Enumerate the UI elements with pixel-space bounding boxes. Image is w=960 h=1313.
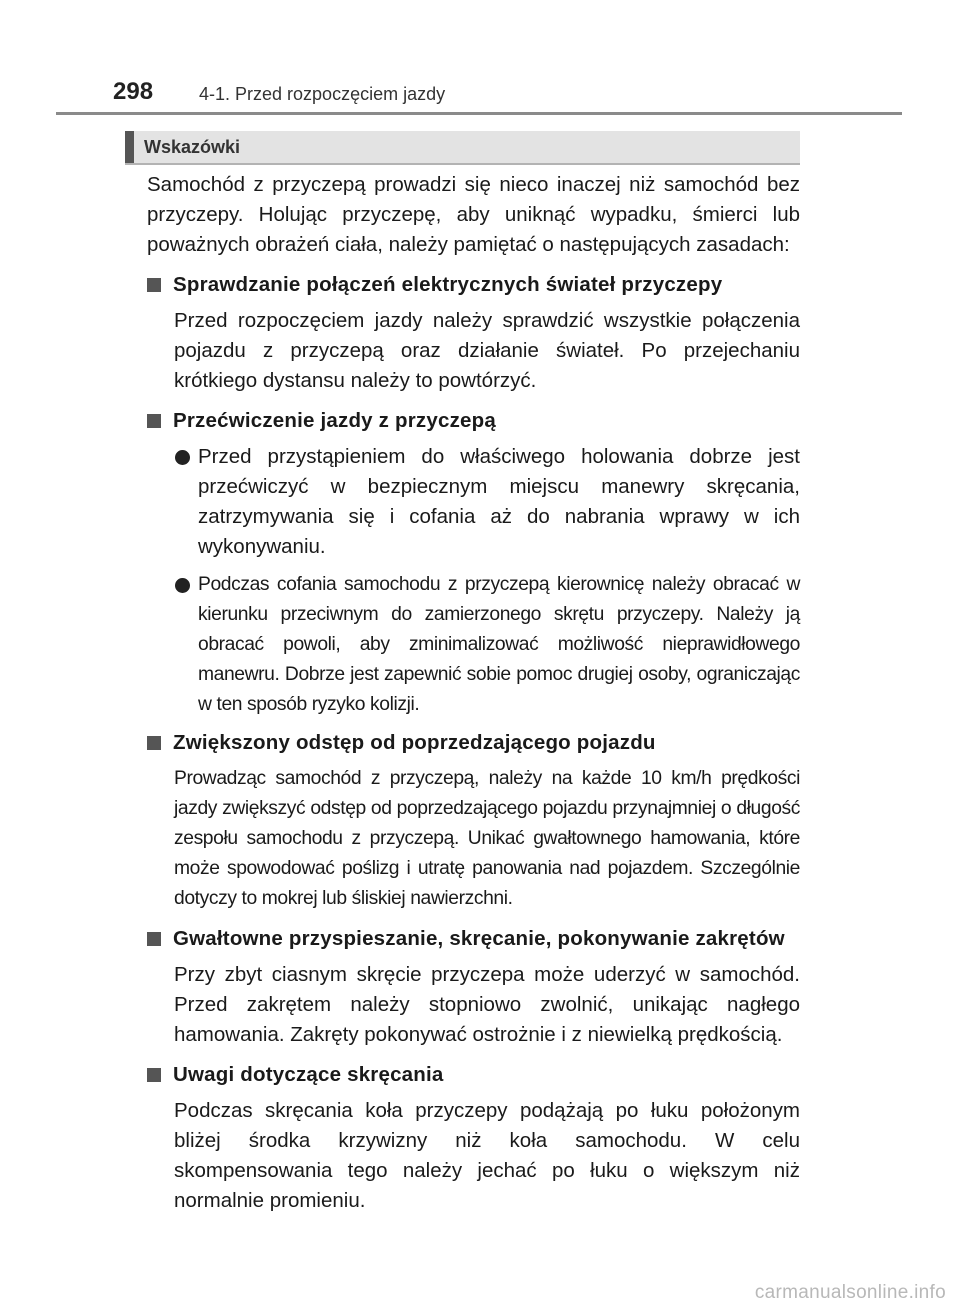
square-bullet-icon — [147, 1068, 161, 1082]
section-turning — [147, 1060, 800, 1216]
header-rule — [56, 112, 902, 115]
section-heading — [147, 1060, 800, 1090]
section-acceleration — [147, 924, 800, 1050]
section-heading — [147, 924, 800, 954]
section-heading — [147, 728, 800, 758]
notes-content — [147, 170, 800, 1226]
bullet-item — [174, 570, 800, 720]
round-bullet-icon — [175, 578, 190, 593]
notes-box-header — [125, 131, 800, 165]
bullet-text: Podczas cofania samochodu z przyczepą kierownicę należy obracać w kierunku przeciwnym do zamierzonego skrętu przyczepy. Należy ją obracać powoli, aby zminimalizować możliwość nieprawidłowego manewru. Dobrze jest zapewnić sobie pomoc drugiej osoby, ograniczając w ten sposób ryzyko kolizji. — [198, 574, 800, 715]
section-heading-text: Gwałtowne przyspieszanie, skręcanie, pokonywanie zakrętów — [173, 927, 785, 950]
intro-paragraph: Samochód z przyczepą prowadzi się nieco inaczej niż samochód bez przyczepy. Holując przyczepę, aby uniknąć wypadku, śmierci lub poważnych obrażeń ciała, należy pamiętać o następujących zasadach: — [147, 173, 800, 256]
section-heading-text: Sprawdzanie połączeń elektrycznych świateł przyczepy — [173, 273, 723, 296]
box-header-bar — [125, 131, 134, 163]
section-body: Przy zbyt ciasnym skręcie przyczepa może uderzyć w samochód. Przed zakrętem należy stopniowo zwolnić, unikając nagłego hamowania. Zakręty pokonywać ostrożnie i z niewielką prędkością. — [174, 963, 800, 1046]
section-body: Podczas skręcania koła przyczepy podążają po łuku położonym bliżej środka krzywizny niż koła samochodu. W celu skompensowania tego należy jechać po łuku o większym niż normalnie promieniu. — [174, 1099, 800, 1212]
section-title: 4-1. Przed rozpoczęciem jazdy — [199, 84, 446, 104]
section-body: Przed rozpoczęciem jazdy należy sprawdzić wszystkie połączenia pojazdu z przyczepą oraz działanie świateł. Po przejechaniu krótkiego dystansu należy to powtórzyć. — [174, 309, 800, 392]
bullet-item — [174, 442, 800, 562]
section-body: Prowadząc samochód z przyczepą, należy na każde 10 km/h prędkości jazdy zwiększyć odstęp od poprzedzającego pojazdu przynajmniej o długość zespołu samochodu z przyczepą. Unikać gwałtownego hamowania, które może spowodować poślizg i utratę panowania nad pojazdem. Szczególnie dotyczy to mokrej lub śliskiej nawierzchni. — [174, 768, 800, 909]
box-title: Wskazówki — [144, 137, 241, 157]
square-bullet-icon — [147, 932, 161, 946]
page-number: 298 — [113, 78, 154, 105]
watermark: carmanualsonline.info — [754, 1282, 946, 1303]
section-heading-text: Przećwiczenie jazdy z przyczepą — [173, 409, 496, 432]
square-bullet-icon — [147, 278, 161, 292]
section-distance — [147, 728, 800, 914]
bullet-text: Przed przystąpieniem do właściwego holowania dobrze jest przećwiczyć w bezpiecznym miejscu manewry skręcania, zatrzymywania się i cofania aż do nabrania wprawy w ich wykonywaniu. — [198, 445, 800, 558]
section-heading-text: Uwagi dotyczące skręcania — [173, 1063, 444, 1086]
square-bullet-icon — [147, 736, 161, 750]
square-bullet-icon — [147, 414, 161, 428]
section-practice — [147, 406, 800, 720]
section-heading — [147, 406, 800, 436]
round-bullet-icon — [175, 450, 190, 465]
section-heading — [147, 270, 800, 300]
section-heading-text: Zwiększony odstęp od poprzedzającego pojazdu — [173, 731, 656, 754]
section-electrical — [147, 270, 800, 396]
